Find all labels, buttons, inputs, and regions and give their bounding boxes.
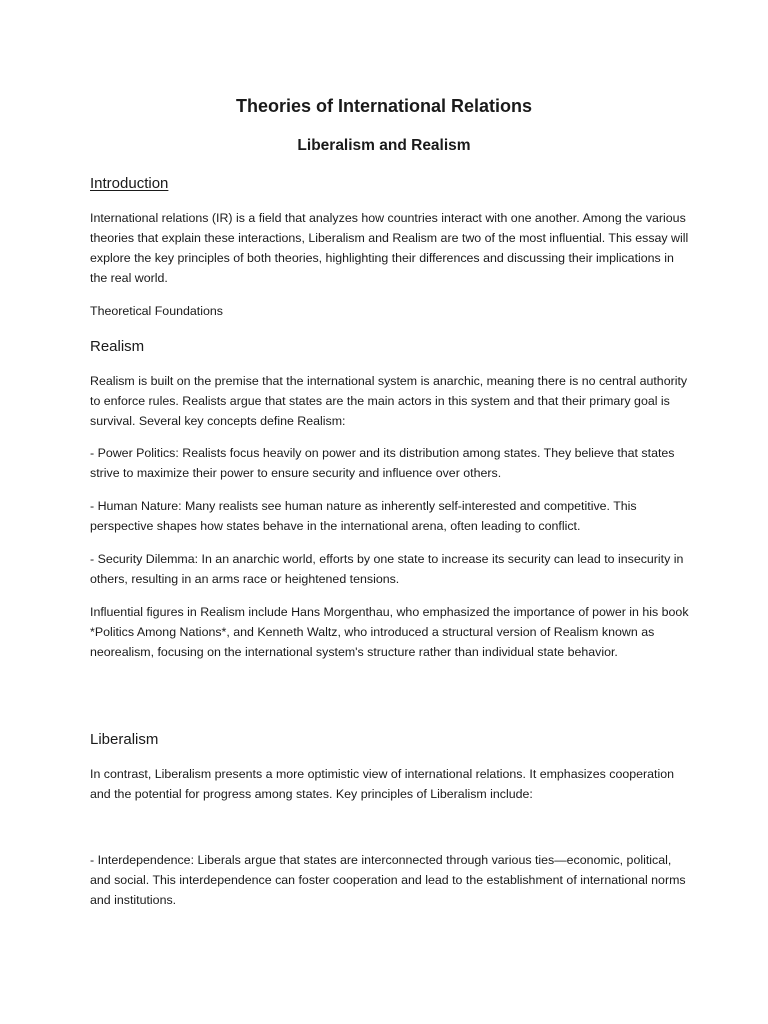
introduction-heading: Introduction (90, 175, 169, 192)
power-politics-item: - Power Politics: Realists focus heavily on power and its distribution among states. They believe that states strive to maximize their power to ensure security and influence over others. (90, 446, 675, 480)
interdependence-item: - Interdependence: Liberals argue that states are interconnected through various ties—economic, political, and social. This interdependence can foster cooperation and lead to the establishment of international norms and institutions. (90, 853, 686, 907)
influential-figures-paragraph: Influential figures in Realism include Hans Morgenthau, who emphasized the importance of power in his book *Politics Among Nations*, and Kenneth Waltz, who introduced a structural version of Realism known as neorealism, focusing on the international system's structure rather than individual state behavior. (90, 605, 689, 659)
introduction-paragraph: International relations (IR) is a field that analyzes how countries interact with one another. Among the various theories that explain these interactions, Liberalism and Realism are two of the most influential. This essay will explore the key principles of both theories, highlighting their differences and discussing their implications in the real world. (90, 211, 689, 285)
liberalism-heading: Liberalism (90, 731, 159, 748)
document-subtitle: Liberalism and Realism (297, 137, 471, 154)
security-dilemma-item: - Security Dilemma: In an anarchic world, efforts by one state to increase its security can lead to insecurity in others, resulting in an arms race or heightened tensions. (90, 552, 684, 586)
human-nature-item: - Human Nature: Many realists see human nature as inherently self-interested and competitive. This perspective shapes how states behave in the international arena, often leading to conflict. (90, 499, 637, 533)
realism-paragraph: Realism is built on the premise that the international system is anarchic, meaning there is no central authority to enforce rules. Realists argue that states are the main actors in this system and that their primary goal is survival. Several key concepts define Realism: (90, 374, 688, 428)
liberalism-paragraph: In contrast, Liberalism presents a more optimistic view of international relations. It emphasizes cooperation and the potential for progress among states. Key principles of Liberalism include: (90, 767, 675, 801)
theoretical-foundations-label: Theoretical Foundations (90, 304, 223, 318)
realism-heading: Realism (90, 338, 145, 355)
document-title: Theories of International Relations (235, 96, 533, 116)
